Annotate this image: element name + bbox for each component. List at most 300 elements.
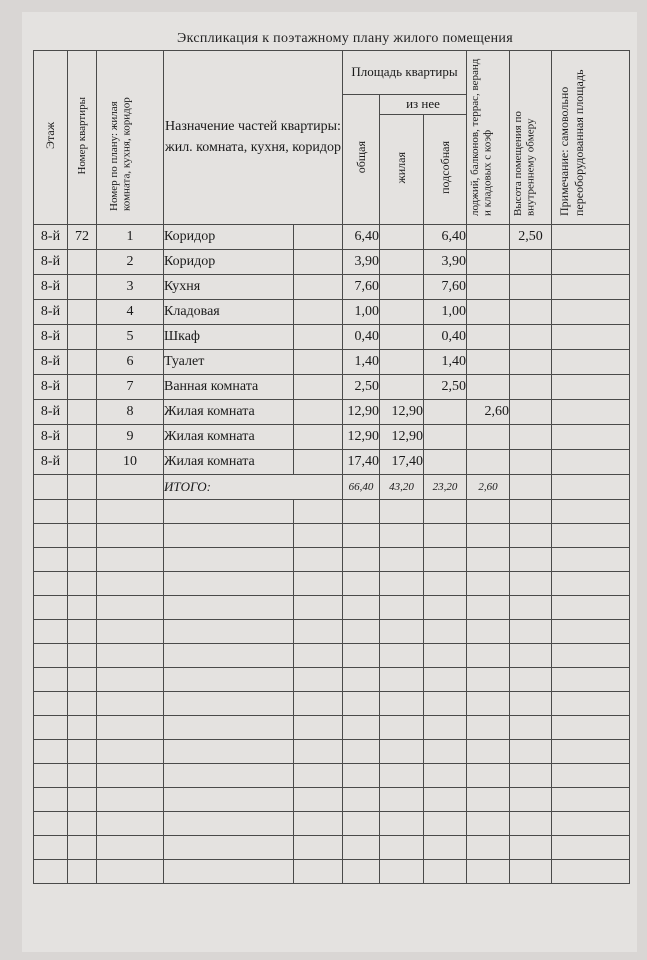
living-area-cell: [380, 350, 424, 375]
auxiliary-area-cell: 1,40: [424, 350, 467, 375]
empty-cell: [164, 644, 294, 668]
table-row: [34, 425, 630, 450]
note-cell: [552, 225, 630, 250]
auxiliary-area-cell: 0,40: [424, 325, 467, 350]
plan-number-cell: 7: [97, 375, 164, 400]
floor-cell: 8-й: [34, 425, 68, 450]
empty-cell: [164, 668, 294, 692]
room-name-cell: Жилая комната: [164, 425, 294, 450]
living-area-cell: [380, 300, 424, 325]
loggia-area-cell: [467, 275, 510, 300]
auxiliary-area-cell: 6,40: [424, 225, 467, 250]
empty-cell: [510, 475, 552, 500]
auxiliary-area-cell: 3,90: [424, 250, 467, 275]
header-plan-number: Номер по плану: жилая комната, кухня, коридор: [97, 51, 164, 225]
plan-number-cell: 1: [97, 225, 164, 250]
empty-cell: [467, 572, 510, 596]
empty-cell: [380, 620, 424, 644]
total-area-cell: 6,40: [343, 225, 380, 250]
empty-cell: [552, 716, 630, 740]
empty-table-row: [34, 596, 630, 620]
empty-table-row: [34, 668, 630, 692]
loggia-area-cell: [467, 450, 510, 475]
empty-cell: [68, 812, 97, 836]
empty-cell: [424, 500, 467, 524]
empty-cell: [380, 500, 424, 524]
empty-cell: [343, 572, 380, 596]
empty-cell: [294, 500, 343, 524]
table-row: [34, 350, 630, 375]
room-name-cell: Кухня: [164, 275, 294, 300]
empty-cell: [68, 716, 97, 740]
empty-table-row: [34, 500, 630, 524]
empty-cell: [164, 716, 294, 740]
empty-cell: [510, 692, 552, 716]
table-row: [34, 375, 630, 400]
empty-cell: [294, 692, 343, 716]
floor-cell: 8-й: [34, 400, 68, 425]
empty-cell: [34, 692, 68, 716]
empty-cell: [164, 692, 294, 716]
empty-cell: [467, 764, 510, 788]
note-cell: [552, 375, 630, 400]
height-cell: [510, 450, 552, 475]
plan-number-cell: 3: [97, 275, 164, 300]
header-area: Площадь квартиры: [343, 51, 467, 95]
empty-cell: [97, 740, 164, 764]
empty-cell: [34, 500, 68, 524]
room-name-cell: Жилая комната: [164, 450, 294, 475]
empty-cell: [424, 524, 467, 548]
empty-cell: [68, 548, 97, 572]
note-cell: [552, 325, 630, 350]
table-row: [34, 225, 630, 250]
plan-number-cell: 6: [97, 350, 164, 375]
empty-table-row: [34, 548, 630, 572]
empty-cell: [34, 764, 68, 788]
empty-cell: [97, 524, 164, 548]
empty-cell: [97, 620, 164, 644]
living-area-cell: [380, 375, 424, 400]
empty-cell: [294, 836, 343, 860]
totals-living: 43,20: [380, 475, 424, 500]
auxiliary-area-cell: 1,00: [424, 300, 467, 325]
empty-cell: [294, 596, 343, 620]
room-name-cell: Шкаф: [164, 325, 294, 350]
empty-table-row: [34, 764, 630, 788]
empty-cell: [380, 692, 424, 716]
table-row: [34, 450, 630, 475]
empty-cell: [467, 620, 510, 644]
empty-cell: [68, 572, 97, 596]
empty-cell: [552, 620, 630, 644]
empty-cell: [552, 668, 630, 692]
auxiliary-area-cell: [424, 450, 467, 475]
height-cell: [510, 300, 552, 325]
empty-cell: [97, 764, 164, 788]
apartment-cell: [68, 300, 97, 325]
floor-cell: 8-й: [34, 450, 68, 475]
floor-cell: 8-й: [34, 250, 68, 275]
empty-cell: [424, 692, 467, 716]
empty-cell: [34, 596, 68, 620]
total-area-cell: 1,00: [343, 300, 380, 325]
empty-cell: [97, 572, 164, 596]
empty-cell: [294, 300, 343, 325]
empty-cell: [294, 400, 343, 425]
empty-cell: [164, 788, 294, 812]
empty-cell: [68, 644, 97, 668]
empty-cell: [294, 548, 343, 572]
plan-number-cell: 9: [97, 425, 164, 450]
loggia-area-cell: 2,60: [467, 400, 510, 425]
empty-cell: [97, 644, 164, 668]
document-title: Экспликация к поэтажному плану жилого помещения: [177, 31, 513, 46]
total-area-cell: 0,40: [343, 325, 380, 350]
empty-cell: [294, 740, 343, 764]
empty-cell: [294, 524, 343, 548]
empty-cell: [164, 860, 294, 884]
living-area-cell: 12,90: [380, 400, 424, 425]
empty-cell: [164, 596, 294, 620]
empty-cell: [68, 740, 97, 764]
floor-cell: 8-й: [34, 350, 68, 375]
empty-cell: [294, 668, 343, 692]
empty-cell: [424, 764, 467, 788]
auxiliary-area-cell: [424, 400, 467, 425]
empty-cell: [97, 596, 164, 620]
height-cell: [510, 425, 552, 450]
apartment-cell: [68, 250, 97, 275]
empty-cell: [294, 250, 343, 275]
room-name-cell: Коридор: [164, 250, 294, 275]
room-name-cell: Жилая комната: [164, 400, 294, 425]
plan-number-cell: 5: [97, 325, 164, 350]
empty-cell: [34, 644, 68, 668]
room-name-cell: Коридор: [164, 225, 294, 250]
empty-cell: [164, 836, 294, 860]
empty-cell: [164, 548, 294, 572]
empty-cell: [467, 668, 510, 692]
empty-cell: [424, 548, 467, 572]
header-height: Высота помещения по внутреннему обмеру: [510, 51, 552, 225]
empty-cell: [97, 500, 164, 524]
empty-cell: [510, 500, 552, 524]
empty-cell: [380, 596, 424, 620]
empty-cell: [34, 788, 68, 812]
plan-number-cell: 8: [97, 400, 164, 425]
empty-cell: [34, 620, 68, 644]
floor-cell: 8-й: [34, 225, 68, 250]
header-note: Примечание: самовольно переоборудованная площадь: [552, 51, 630, 225]
loggia-area-cell: [467, 425, 510, 450]
empty-cell: [380, 668, 424, 692]
empty-cell: [510, 572, 552, 596]
living-area-cell: 12,90: [380, 425, 424, 450]
total-area-cell: 12,90: [343, 425, 380, 450]
empty-cell: [343, 716, 380, 740]
watermark: [390, 800, 580, 880]
empty-cell: [510, 620, 552, 644]
empty-cell: [34, 572, 68, 596]
empty-cell: [68, 788, 97, 812]
height-cell: [510, 250, 552, 275]
empty-cell: [294, 225, 343, 250]
table-row: [34, 400, 630, 425]
total-area-cell: 17,40: [343, 450, 380, 475]
room-name-cell: Ванная комната: [164, 375, 294, 400]
empty-cell: [68, 764, 97, 788]
living-area-cell: [380, 325, 424, 350]
empty-cell: [552, 644, 630, 668]
plan-number-cell: 2: [97, 250, 164, 275]
empty-cell: [68, 668, 97, 692]
empty-cell: [294, 764, 343, 788]
room-name-cell: Туалет: [164, 350, 294, 375]
header-total: общая: [343, 95, 380, 225]
empty-table-row: [34, 716, 630, 740]
empty-table-row: [34, 692, 630, 716]
empty-cell: [97, 812, 164, 836]
height-cell: 2,50: [510, 225, 552, 250]
empty-cell: [424, 596, 467, 620]
empty-cell: [343, 764, 380, 788]
table-row: [34, 275, 630, 300]
living-area-cell: [380, 250, 424, 275]
empty-cell: [164, 524, 294, 548]
empty-cell: [97, 860, 164, 884]
empty-table-row: [34, 740, 630, 764]
empty-cell: [552, 764, 630, 788]
empty-cell: [380, 764, 424, 788]
living-area-cell: [380, 225, 424, 250]
empty-cell: [343, 860, 380, 884]
empty-cell: [467, 548, 510, 572]
empty-cell: [34, 668, 68, 692]
height-cell: [510, 275, 552, 300]
floor-cell: 8-й: [34, 325, 68, 350]
apartment-cell: [68, 275, 97, 300]
empty-cell: [97, 788, 164, 812]
empty-cell: [294, 812, 343, 836]
header-loggias: лоджий, балконов, террас, веранд и кладовых с коэф: [467, 51, 510, 225]
empty-cell: [510, 524, 552, 548]
loggia-area-cell: [467, 300, 510, 325]
empty-cell: [467, 716, 510, 740]
empty-cell: [164, 812, 294, 836]
note-cell: [552, 300, 630, 325]
empty-cell: [294, 788, 343, 812]
total-area-cell: 2,50: [343, 375, 380, 400]
empty-cell: [510, 716, 552, 740]
empty-cell: [164, 740, 294, 764]
empty-cell: [343, 500, 380, 524]
empty-cell: [294, 716, 343, 740]
note-cell: [552, 250, 630, 275]
empty-cell: [164, 500, 294, 524]
apartment-cell: 72: [68, 225, 97, 250]
note-cell: [552, 350, 630, 375]
empty-cell: [467, 644, 510, 668]
empty-cell: [343, 620, 380, 644]
empty-cell: [380, 524, 424, 548]
empty-cell: [424, 668, 467, 692]
empty-cell: [343, 524, 380, 548]
plan-number-cell: 4: [97, 300, 164, 325]
empty-cell: [343, 836, 380, 860]
empty-cell: [294, 375, 343, 400]
empty-cell: [467, 500, 510, 524]
header-area-of-which: из нее: [380, 95, 467, 115]
empty-cell: [424, 620, 467, 644]
empty-cell: [97, 692, 164, 716]
empty-cell: [424, 572, 467, 596]
empty-table-row: [34, 644, 630, 668]
empty-cell: [467, 524, 510, 548]
apartment-cell: [68, 375, 97, 400]
empty-cell: [294, 425, 343, 450]
total-area-cell: 1,40: [343, 350, 380, 375]
note-cell: [552, 275, 630, 300]
header-apartment-number: Номер квартиры: [68, 51, 97, 225]
empty-cell: [68, 836, 97, 860]
empty-cell: [294, 860, 343, 884]
empty-cell: [343, 644, 380, 668]
empty-cell: [294, 350, 343, 375]
empty-cell: [552, 524, 630, 548]
height-cell: [510, 350, 552, 375]
empty-cell: [68, 620, 97, 644]
apartment-cell: [68, 325, 97, 350]
empty-cell: [97, 716, 164, 740]
height-cell: [510, 375, 552, 400]
empty-cell: [380, 572, 424, 596]
apartment-cell: [68, 350, 97, 375]
empty-cell: [380, 740, 424, 764]
empty-cell: [467, 692, 510, 716]
empty-cell: [97, 836, 164, 860]
header-purpose: Назначение частей квартиры: жил. комната, кухня, коридор: [164, 51, 343, 225]
living-area-cell: 17,40: [380, 450, 424, 475]
empty-cell: [294, 644, 343, 668]
empty-cell: [97, 548, 164, 572]
empty-cell: [424, 644, 467, 668]
auxiliary-area-cell: [424, 425, 467, 450]
empty-cell: [343, 692, 380, 716]
empty-cell: [424, 716, 467, 740]
empty-cell: [510, 548, 552, 572]
note-cell: [552, 425, 630, 450]
empty-cell: [343, 668, 380, 692]
header-floor: Этаж: [34, 51, 68, 225]
empty-cell: [343, 740, 380, 764]
empty-cell: [34, 524, 68, 548]
explication-table: [33, 50, 630, 884]
empty-cell: [510, 740, 552, 764]
empty-cell: [164, 572, 294, 596]
empty-cell: [510, 668, 552, 692]
note-cell: [552, 400, 630, 425]
empty-cell: [68, 475, 97, 500]
empty-cell: [164, 764, 294, 788]
empty-cell: [294, 450, 343, 475]
empty-cell: [34, 475, 68, 500]
empty-cell: [552, 572, 630, 596]
empty-cell: [552, 548, 630, 572]
empty-cell: [34, 716, 68, 740]
empty-cell: [552, 692, 630, 716]
empty-table-row: [34, 524, 630, 548]
empty-cell: [164, 620, 294, 644]
note-cell: [552, 450, 630, 475]
empty-cell: [380, 548, 424, 572]
empty-cell: [380, 716, 424, 740]
empty-cell: [68, 524, 97, 548]
totals-row: [34, 475, 630, 500]
height-cell: [510, 400, 552, 425]
empty-cell: [34, 836, 68, 860]
empty-cell: [68, 860, 97, 884]
empty-cell: [510, 764, 552, 788]
empty-cell: [294, 620, 343, 644]
empty-cell: [68, 500, 97, 524]
totals-total: 66,40: [343, 475, 380, 500]
empty-cell: [343, 596, 380, 620]
auxiliary-area-cell: 7,60: [424, 275, 467, 300]
loggia-area-cell: [467, 350, 510, 375]
empty-table-row: [34, 572, 630, 596]
apartment-cell: [68, 400, 97, 425]
table-body: [34, 225, 630, 884]
empty-cell: [97, 475, 164, 500]
total-area-cell: 12,90: [343, 400, 380, 425]
empty-cell: [552, 596, 630, 620]
empty-cell: [467, 596, 510, 620]
empty-cell: [68, 596, 97, 620]
floor-cell: 8-й: [34, 375, 68, 400]
empty-cell: [34, 812, 68, 836]
total-area-cell: 7,60: [343, 275, 380, 300]
total-area-cell: 3,90: [343, 250, 380, 275]
room-name-cell: Кладовая: [164, 300, 294, 325]
empty-table-row: [34, 620, 630, 644]
totals-auxiliary: 23,20: [424, 475, 467, 500]
floor-cell: 8-й: [34, 300, 68, 325]
empty-cell: [552, 740, 630, 764]
loggia-area-cell: [467, 250, 510, 275]
empty-cell: [294, 572, 343, 596]
empty-cell: [294, 325, 343, 350]
empty-cell: [294, 275, 343, 300]
empty-cell: [424, 740, 467, 764]
table-row: [34, 325, 630, 350]
loggia-area-cell: [467, 325, 510, 350]
empty-cell: [380, 644, 424, 668]
loggia-area-cell: [467, 225, 510, 250]
table-row: [34, 300, 630, 325]
empty-cell: [343, 548, 380, 572]
empty-cell: [34, 860, 68, 884]
empty-cell: [343, 812, 380, 836]
empty-cell: [34, 740, 68, 764]
living-area-cell: [380, 275, 424, 300]
plan-number-cell: 10: [97, 450, 164, 475]
floor-cell: 8-й: [34, 275, 68, 300]
loggia-area-cell: [467, 375, 510, 400]
apartment-cell: [68, 425, 97, 450]
auxiliary-area-cell: 2,50: [424, 375, 467, 400]
empty-cell: [510, 644, 552, 668]
